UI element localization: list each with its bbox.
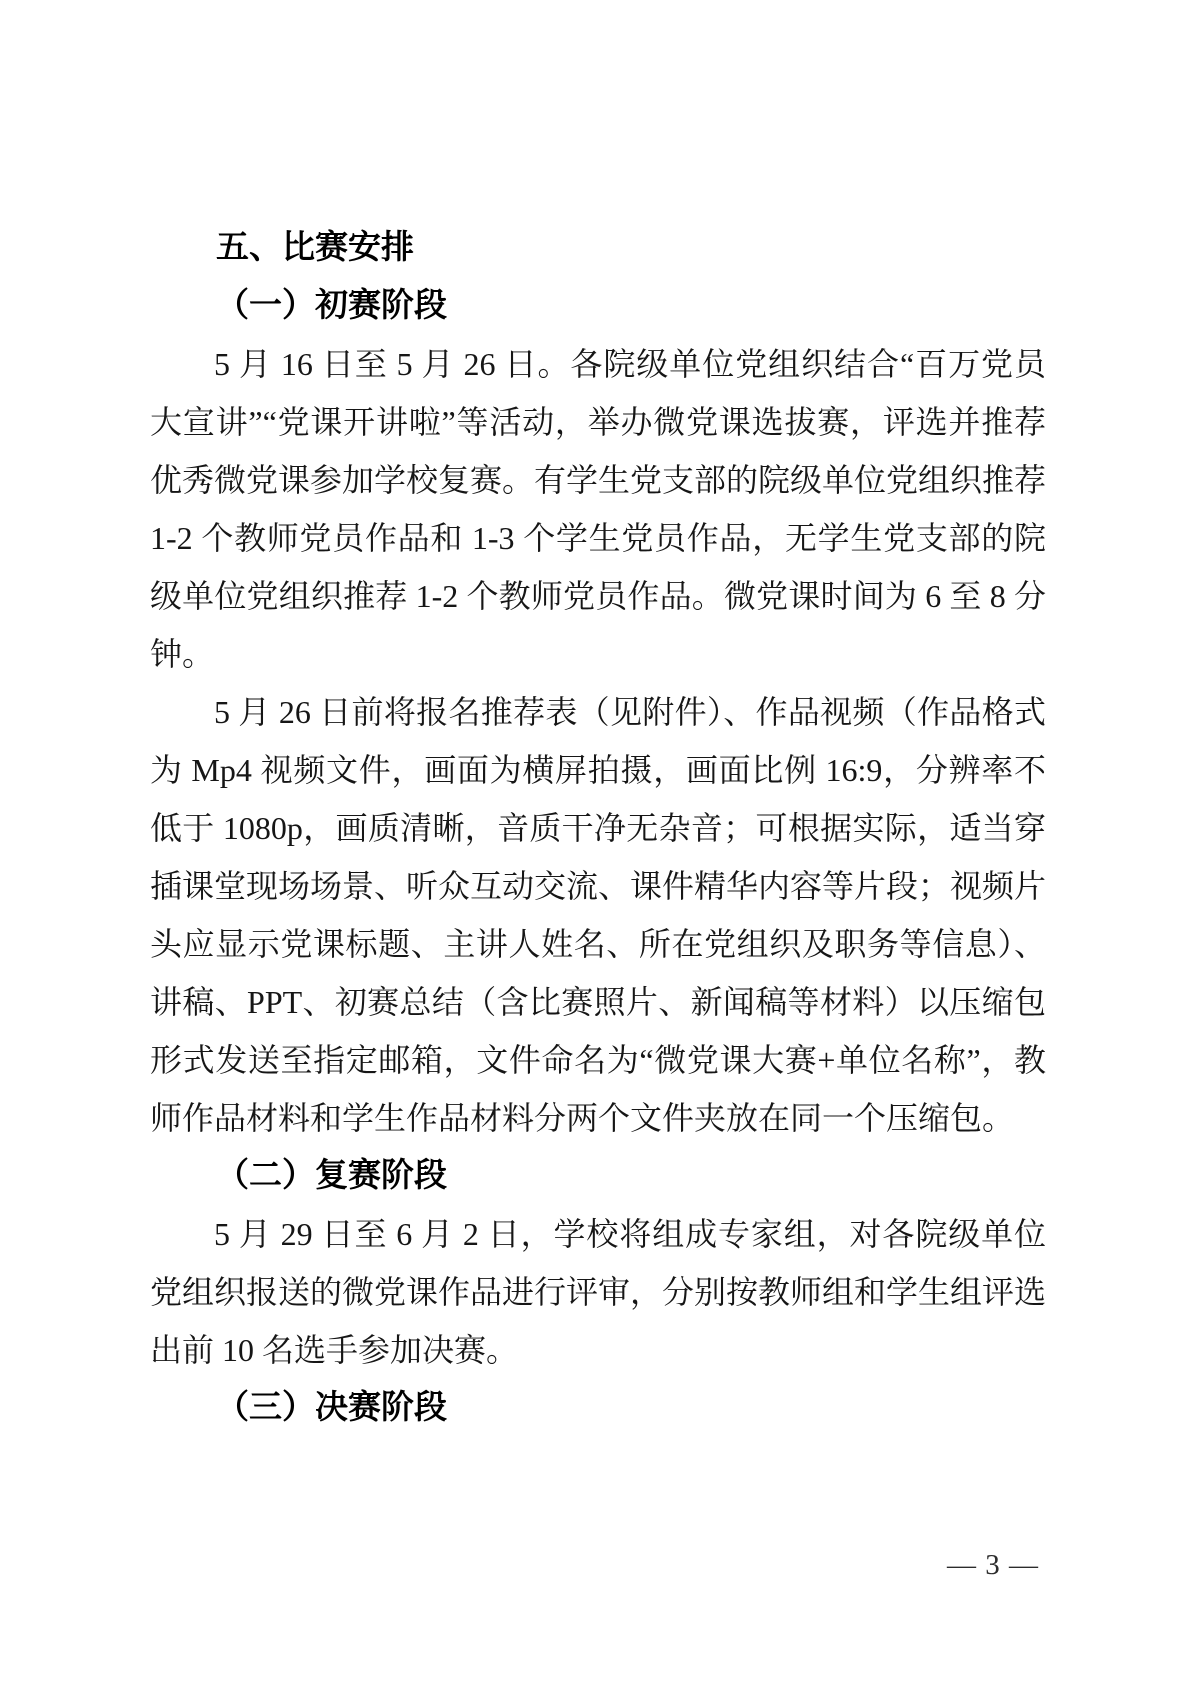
page-number: — 3 — xyxy=(947,1549,1039,1581)
subsection-heading-final-stage: （三）决赛阶段 xyxy=(216,1390,447,1426)
paragraph-submission-requirements: 5 月 26 日前将报名推荐表（见附件）、作品视频（作品格式为 Mp4 视频文件，画面为横屏拍摄，画面比例 16:9，分辨率不低于 1080p，画质清晰，音质干净无杂音；可根据实际，适当穿插课堂现场场景、听众互动交流、课件精华内容等片段；视频片头应显示党课标题、主讲人姓名、所在党组织及职务等信息）、讲稿、PPT、初赛总结（含比赛照片、新闻稿等材料）以压缩包形式发送至指定邮箱，文件命名为“微党课大赛+单位名称”，教师作品材料和学生作品材料分两个文件夹放在同一个压缩包。 xyxy=(150,694,1047,1136)
subsection-heading-preliminary-stage: （一）初赛阶段 xyxy=(216,288,447,324)
section-heading-competition-arrangement: 五、比赛安排 xyxy=(216,230,414,266)
paragraph-semifinal-schedule: 5 月 29 日至 6 月 2 日，学校将组成专家组，对各院级单位党组织报送的微党课作品进行评审，分别按教师组和学生组评选出前 10 名选手参加决赛。 xyxy=(150,1216,1047,1368)
document-body xyxy=(150,219,1046,1437)
subsection-heading-semifinal-stage: （二）复赛阶段 xyxy=(216,1158,447,1194)
paragraph-preliminary-schedule: 5 月 16 日至 5 月 26 日。各院级单位党组织结合“百万党员大宣讲”“党课开讲啦”等活动，举办微党课选拔赛，评选并推荐优秀微党课参加学校复赛。有学生党支部的院级单位党组织推荐 1-2 个教师党员作品和 1-3 个学生党员作品，无学生党支部的院级单位党组织推荐 1-2 个教师党员作品。微党课时间为 6 至 8 分钟。 xyxy=(150,346,1047,672)
